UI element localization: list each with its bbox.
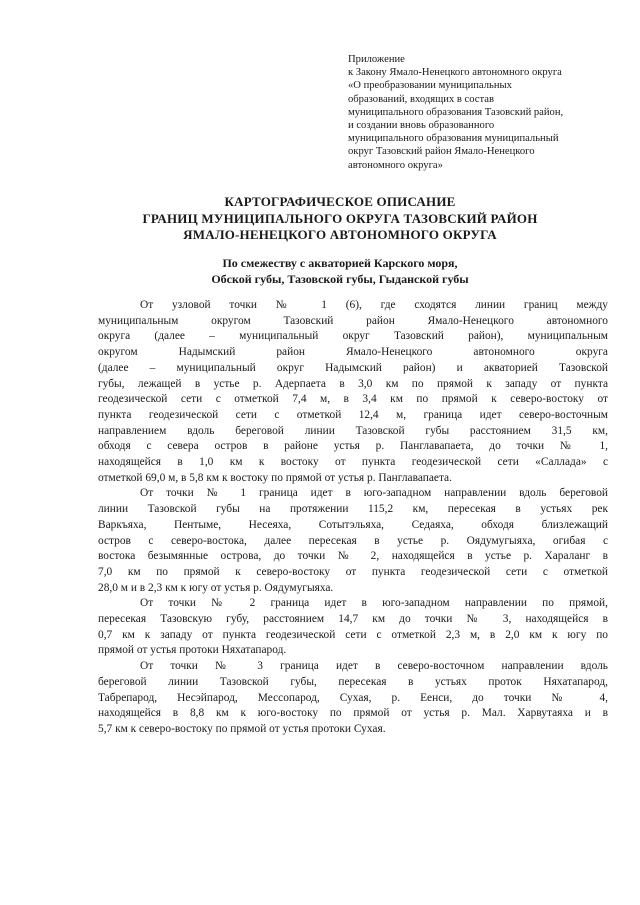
- paragraph-line: находящейся в 8,8 км к юго-востоку по прямой от устья р. Мал. Харвутаяха и в: [98, 707, 608, 720]
- paragraph-line: пересекая Тазовскую губу, расстоянием 14,7 км до точки № 3, находящейся в: [98, 613, 608, 626]
- paragraph-line: (далее – муниципальный округ Надымский район) и акваторией Тазовской: [98, 361, 608, 374]
- paragraph: [98, 298, 608, 486]
- section-subtitle: [60, 255, 620, 287]
- paragraph-line: 7,0 км по прямой к северо-востоку от пункта геодезической сети с отметкой: [98, 565, 608, 578]
- paragraph-line: округа (далее – муниципальный округ Тазовский район), муниципальным: [98, 330, 608, 343]
- paragraph: [98, 486, 608, 596]
- paragraph-line: От точки № 3 граница идет в северо-восточном направлении вдоль: [140, 660, 608, 673]
- document-body: [98, 298, 608, 738]
- appendix-line: автономного округа»: [348, 159, 443, 171]
- appendix-line: Приложение: [348, 54, 405, 65]
- appendix-line: и создании вновь образованного: [348, 120, 495, 132]
- paragraph-line: От точки № 2 граница идет в юго-западном направлении по прямой,: [140, 597, 608, 610]
- title-line: ЯМАЛО-НЕНЕЦКОГО АВТОНОМНОГО ОКРУГА: [183, 227, 497, 242]
- paragraph-line: береговой линии Тазовской губы, пересекая в устьях проток Няхатапарод,: [98, 675, 608, 688]
- paragraph-line: 5,7 км к северо-востоку по прямой от устья протоки Сухая.: [98, 722, 386, 735]
- appendix-line: «О преобразовании муниципальных: [348, 80, 512, 92]
- title-line: ГРАНИЦ МУНИЦИПАЛЬНОГО ОКРУГА ТАЗОВСКИЙ РАЙОН: [142, 210, 538, 226]
- paragraph-line: Варкъяха, Пентыме, Несеяха, Сотытэльяха, Седаяха, обходя близлежащий: [98, 518, 608, 531]
- paragraph-line: губы, лежащей в устье р. Адерпаета в 3,0 км по прямой к западу от пункта: [98, 377, 608, 390]
- paragraph-line: отметкой 69,0 м, в 5,8 км к востоку по прямой от устья р. Панглавапаета.: [98, 471, 452, 484]
- subtitle-line: Обской губы, Тазовской губы, Гыданской губы: [211, 272, 469, 286]
- paragraph-line: муниципальным округом Тазовский район Ямало-Ненецкого автономного: [98, 314, 608, 327]
- appendix-line: муниципального образования Тазовский район,: [348, 106, 564, 118]
- subtitle-line: По смежеству с акваторией Карского моря,: [222, 256, 458, 270]
- paragraph-line: 28,0 м и в 2,3 км к югу от устья р. Оядумугыяха.: [98, 581, 334, 594]
- document-title: [60, 194, 620, 244]
- paragraph-line: пункта геодезической сети с отметкой 12,4 м, граница идет северо-восточным: [98, 408, 608, 421]
- paragraph-line: прямой от устья протоки Няхатапарод.: [98, 644, 287, 657]
- appendix-line: образований, входящих в состав: [348, 93, 494, 105]
- paragraph-line: востока безымянные острова, до точки № 2, находящейся в устье р. Хараланг в: [98, 550, 608, 563]
- paragraph-line: От точки № 1 граница идет в юго-западном направлении вдоль береговой: [140, 487, 608, 500]
- paragraph-line: геодезической сети с отметкой 7,4 м, в 3,4 км по прямой к северо-востоку от: [98, 393, 608, 406]
- paragraph: [98, 596, 608, 659]
- title-line: КАРТОГРАФИЧЕСКОЕ ОПИСАНИЕ: [224, 194, 456, 209]
- appendix-line: муниципального образования муниципальный: [348, 133, 559, 145]
- paragraph-line: направлением вдоль береговой линии Тазовской губы расстоянием 31,5 км,: [98, 424, 608, 437]
- paragraph-line: находящейся в 1,0 км к востоку от пункта геодезической сети «Саллада» с: [98, 456, 608, 469]
- paragraph-line: линии Тазовской губы на протяжении 115,2 км, пересекая в устьях рек: [98, 503, 608, 516]
- paragraph-line: остров с северо-востока, далее пересекая в устье р. Оядумугыяха, огибая с: [98, 534, 608, 547]
- paragraph: [98, 659, 608, 738]
- appendix-line: округ Тазовский район Ямало-Ненецкого: [348, 146, 535, 158]
- paragraph-line: обходя с севера остров в районе устья р. Панглавапаета, до точки № 1,: [98, 440, 608, 453]
- appendix-line: к Закону Ямало-Ненецкого автономного округа: [348, 67, 562, 79]
- paragraph-line: От узловой точки № 1 (6), где сходятся линии границ между: [140, 299, 608, 311]
- paragraph-line: округом Надымский район Ямало-Ненецкого автономного округа: [98, 346, 608, 359]
- paragraph-line: 0,7 км к западу от пункта геодезической сети с отметкой 2,3 м, в 2,0 км к югу по: [98, 628, 608, 641]
- appendix-note: [348, 53, 620, 172]
- paragraph-line: Табрепарод, Несэйпарод, Мессопарод, Сухая, р. Еенси, до точки № 4,: [98, 691, 608, 704]
